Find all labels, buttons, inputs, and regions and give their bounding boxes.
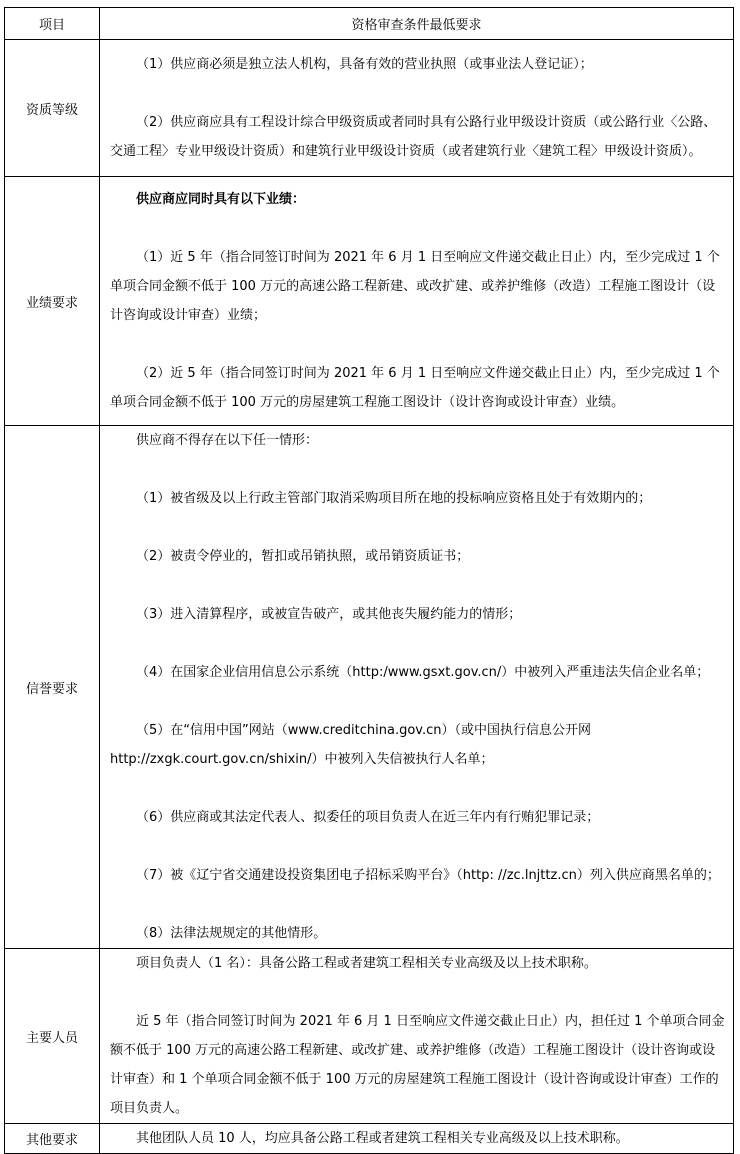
row-label: 主要人员 xyxy=(5,949,100,1124)
header-item: 项目 xyxy=(5,8,100,40)
row-label: 信誉要求 xyxy=(5,426,100,949)
row-content xyxy=(100,949,734,1124)
paragraph: （2）被责令停业的，暂扣或吊销执照，或吊销资质证书； xyxy=(136,549,470,564)
row-content xyxy=(100,1124,734,1154)
table-row-other xyxy=(5,1124,734,1154)
paragraph: （1）供应商必须是独立法人机构，具备有效的营业执照（或事业法人登记证）； xyxy=(136,57,593,72)
paragraph: 项目负责人（1 名）：具备公路工程或者建筑工程相关专业高级及以上技术职称。 xyxy=(136,956,597,971)
table-row-personnel xyxy=(5,949,734,1124)
paragraph: （2）近 5 年（指合同签订时间为 2021 年 6 月 1 日至响应文件递交截止日止）内，至少完成过 1 个单项合同金额不低于 100 万元的房屋建筑工程施工图设计（设计咨询或设计审查）业绩。 xyxy=(110,366,720,410)
qualification-table xyxy=(4,7,734,1154)
paragraph: 其他团队人员 10 人，均应具备公路工程或者建筑工程相关专业高级及以上技术职称。 xyxy=(136,1131,629,1146)
row-label: 其他要求 xyxy=(5,1124,100,1154)
section-heading: 供应商不得存在以下任一情形： xyxy=(136,433,319,448)
paragraph: （5）在“信用中国”网站（www.creditchina.gov.cn）（或中国执行信息公开网 http://zxgk.court.gov.cn/shixin/）中被列入失信被执行人名单； xyxy=(110,723,591,767)
row-label: 业绩要求 xyxy=(5,177,100,426)
table-row-qualification xyxy=(5,40,734,177)
paragraph: （2）供应商应具有工程设计综合甲级资质或者同时具有公路行业甲级设计资质（或公路行业〈公路、交通工程〉专业甲级设计资质）和建筑行业甲级设计资质（或者建筑行业〈建筑工程〉甲级设计资质）。 xyxy=(110,115,717,159)
table-row-credit xyxy=(5,426,734,949)
paragraph: （3）进入清算程序，或被宣告破产，或其他丧失履约能力的情形； xyxy=(136,607,522,622)
paragraph: （1）近 5 年（指合同签订时间为 2021 年 6 月 1 日至响应文件递交截止日止）内，至少完成过 1 个单项合同金额不低于 100 万元的高速公路工程新建、或改扩建、或养护维修（改造）工程施工图设计（设计咨询或设计审查）业绩； xyxy=(110,250,720,323)
table-row-performance xyxy=(5,177,734,426)
paragraph: （8）法律法规规定的其他情形。 xyxy=(136,926,327,941)
paragraph: （7）被《辽宁省交通建设投资集团电子招标采购平台》（http: //zc.lnjttz.cn）列入供应商黑名单的； xyxy=(136,868,720,883)
row-content xyxy=(100,426,734,949)
row-label: 资质等级 xyxy=(5,40,100,177)
table-header-row xyxy=(5,8,734,40)
paragraph: （1）被省级及以上行政主管部门取消采购项目所在地的投标响应资格且处于有效期内的； xyxy=(136,491,652,506)
paragraph: （6）供应商或其法定代表人、拟委任的项目负责人在近三年内有行贿犯罪记录； xyxy=(136,810,600,825)
paragraph: （4）在国家企业信用信息公示系统（http:/www.gsxt.gov.cn/）中被列入严重违法失信企业名单； xyxy=(136,665,710,680)
paragraph: 近 5 年（指合同签订时间为 2021 年 6 月 1 日至响应文件递交截止日止）内，担任过 1 个单项合同金额不低于 100 万元的高速公路工程新建、或改扩建、或养护维修（改造）工程施工图设计（设计咨询或设计审查）和 1 个单项合同金额不低于 100 万元的房屋建筑工程施工图设计（设计咨询或设计审查）工作的项目负责人。 xyxy=(110,1014,725,1116)
row-content xyxy=(100,177,734,426)
header-requirements: 资格审查条件最低要求 xyxy=(100,8,734,40)
section-heading: 供应商应同时具有以下业绩： xyxy=(136,192,306,207)
row-content xyxy=(100,40,734,177)
